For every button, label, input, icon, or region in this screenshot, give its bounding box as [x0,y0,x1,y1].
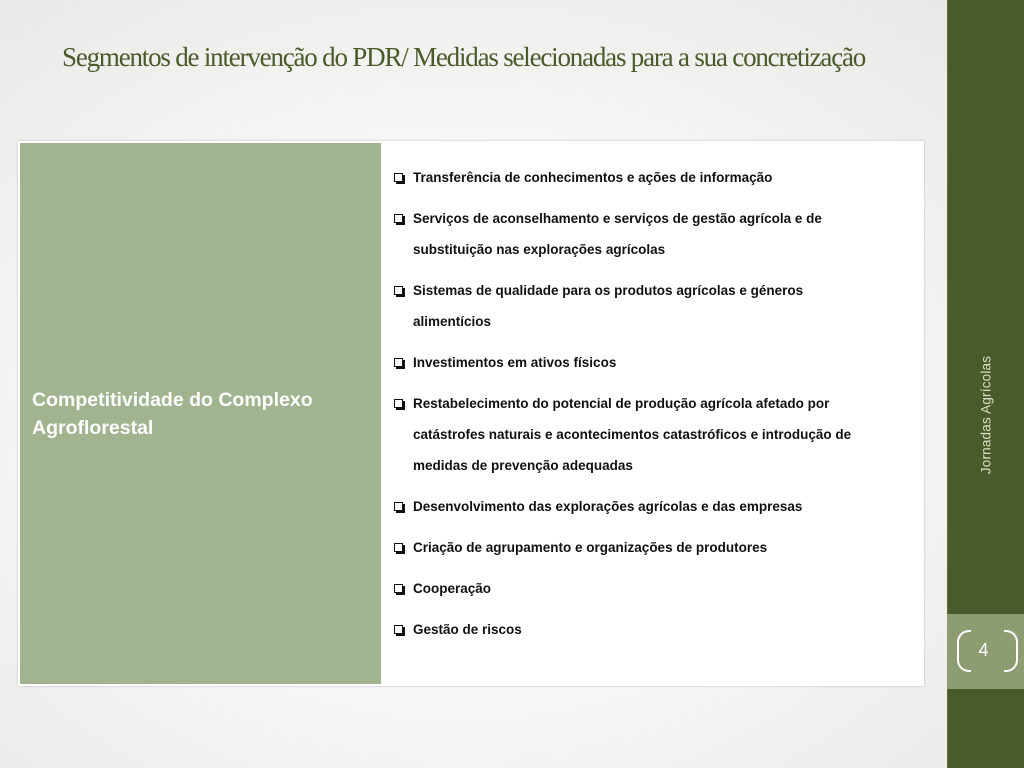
checkbox-square-icon [394,214,403,223]
checkbox-square-icon [394,399,403,408]
checkbox-square-icon [394,502,403,511]
measure-item [393,388,912,481]
checkbox-square-icon [394,286,403,295]
sidebar-label: Jornadas Agrícolas [978,355,994,475]
measure-item [393,573,912,604]
measure-text-continued: substituição nas explorações agrícolas [413,242,666,257]
measure-item [393,347,912,378]
page-number: 4 [978,640,989,660]
measure-text-continued: alimentícios [413,314,492,329]
segments-table [18,141,924,686]
measure-item [393,614,912,645]
segment-label: Competitividade do Complexo Agroflorestal [32,388,313,439]
checkbox-square-icon [394,543,403,552]
measure-text: Serviços de aconselhamento e serviços de gestão agrícola e de [413,211,822,226]
checkbox-square-icon [394,173,403,182]
page-number-box [947,614,1024,689]
slide-title: Segmentos de intervenção do PDR/ Medidas selecionadas para a sua concretização [62,42,866,72]
measure-text: Transferência de conhecimentos e ações de informação [413,170,773,185]
measure-text-continued: medidas de prevenção adequadas [413,458,633,473]
checkbox-square-icon [394,584,403,593]
measures-list [383,143,922,684]
measure-text: Sistemas de qualidade para os produtos agrícolas e géneros [413,283,804,298]
measure-text: Investimentos em ativos físicos [413,355,617,370]
measure-item [393,275,912,337]
checkbox-square-icon [394,625,403,634]
measure-item [393,532,912,563]
measure-text: Restabelecimento do potencial de produção agrícola afetado por [413,396,830,411]
measure-text: Cooperação [413,581,492,596]
checkbox-square-icon [394,358,403,367]
measure-item [393,203,912,265]
measure-text: Gestão de riscos [413,622,522,637]
segment-cell [20,143,383,684]
measure-item [393,491,912,522]
measure-item [393,162,912,193]
measure-text: Criação de agrupamento e organizações de produtores [413,540,768,555]
measure-text-continued: catástrofes naturais e acontecimentos catastróficos e introdução de [413,427,852,442]
measure-text: Desenvolvimento das explorações agrícolas e das empresas [413,499,803,514]
